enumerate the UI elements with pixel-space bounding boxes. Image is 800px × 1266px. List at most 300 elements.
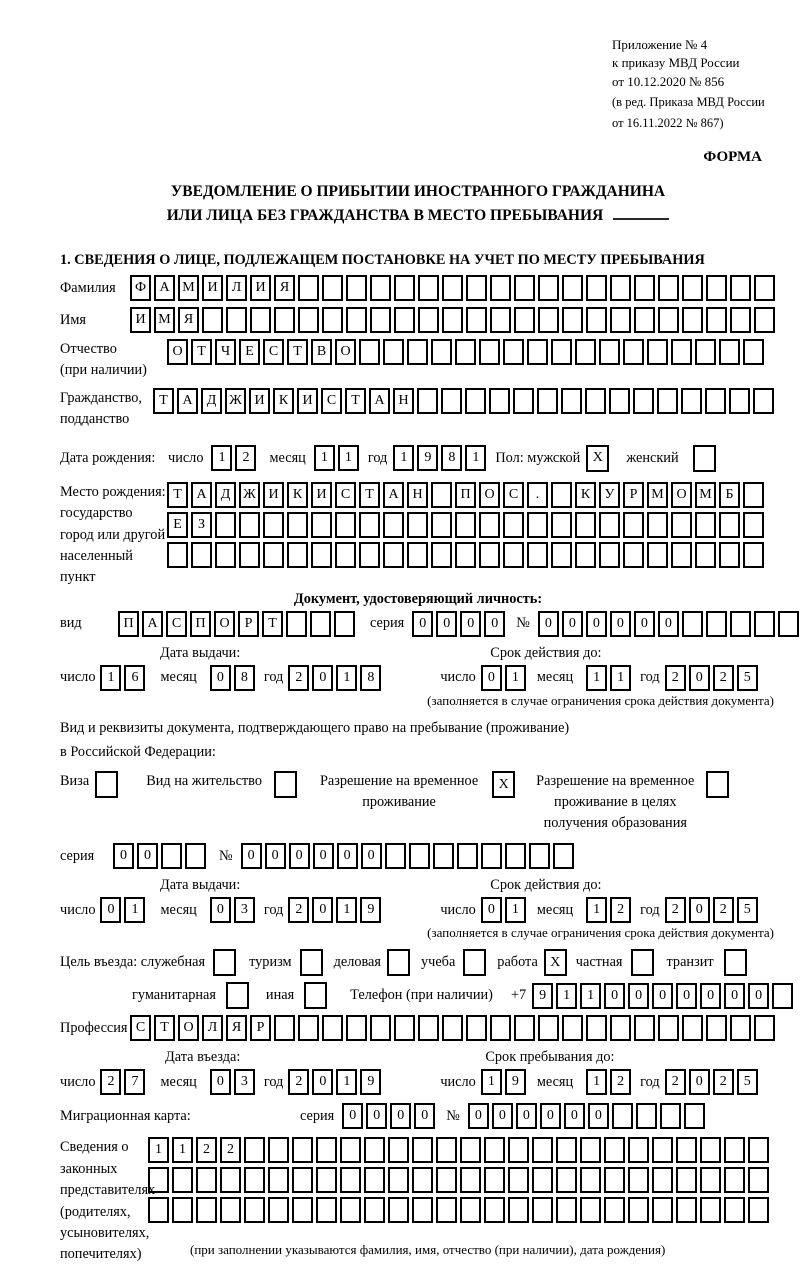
cell[interactable]: Л — [226, 275, 247, 301]
citizenship-cells[interactable] — [153, 388, 777, 414]
cell[interactable] — [383, 339, 404, 365]
cell[interactable]: 9 — [505, 1069, 526, 1095]
cell[interactable] — [250, 307, 271, 333]
cell[interactable] — [364, 1167, 385, 1193]
cell[interactable] — [310, 611, 331, 637]
cell[interactable] — [418, 307, 439, 333]
cell[interactable] — [244, 1197, 265, 1223]
cell[interactable] — [489, 388, 510, 414]
cell[interactable] — [623, 542, 644, 568]
cell[interactable] — [394, 275, 415, 301]
cell[interactable] — [778, 611, 799, 637]
cell[interactable] — [562, 275, 583, 301]
cell[interactable] — [575, 542, 596, 568]
cell[interactable] — [724, 1167, 745, 1193]
cell[interactable]: 0 — [289, 843, 310, 869]
cell[interactable] — [244, 1167, 265, 1193]
cell[interactable] — [239, 542, 260, 568]
cell[interactable] — [585, 388, 606, 414]
cell[interactable] — [604, 1167, 625, 1193]
cell[interactable] — [634, 307, 655, 333]
cell[interactable]: Л — [202, 1015, 223, 1041]
cell[interactable] — [562, 307, 583, 333]
cell[interactable] — [724, 1137, 745, 1163]
cell[interactable] — [730, 1015, 751, 1041]
cell[interactable]: 7 — [124, 1069, 145, 1095]
cell[interactable]: 1 — [465, 445, 486, 471]
cell[interactable]: 1 — [148, 1137, 169, 1163]
cell[interactable] — [239, 512, 260, 538]
cell[interactable]: 0 — [265, 843, 286, 869]
cell[interactable] — [161, 843, 182, 869]
cell[interactable] — [431, 482, 452, 508]
cell[interactable]: 1 — [556, 983, 577, 1009]
cell[interactable]: Д — [215, 482, 236, 508]
cell[interactable] — [213, 949, 236, 976]
cell[interactable] — [268, 1167, 289, 1193]
cell[interactable]: В — [311, 339, 332, 365]
cell[interactable] — [532, 1197, 553, 1223]
entry-month-cells[interactable] — [210, 1069, 258, 1095]
cell[interactable]: 2 — [713, 897, 734, 923]
cell[interactable]: 1 — [505, 665, 526, 691]
cell[interactable] — [226, 982, 249, 1009]
cell[interactable] — [167, 542, 188, 568]
cell[interactable] — [743, 542, 764, 568]
cell[interactable]: 0 — [460, 611, 481, 637]
cell[interactable] — [706, 611, 727, 637]
cell[interactable]: 1 — [393, 445, 414, 471]
cell[interactable] — [538, 275, 559, 301]
doc-issue-day-cells[interactable] — [100, 665, 148, 691]
cell[interactable] — [484, 1167, 505, 1193]
purpose-humanitarian-checkbox[interactable] — [226, 982, 252, 1009]
cell[interactable]: 1 — [211, 445, 232, 471]
cell[interactable] — [676, 1167, 697, 1193]
cell[interactable]: И — [297, 388, 318, 414]
res-issue-year-cells[interactable] — [288, 897, 384, 923]
cell[interactable] — [580, 1197, 601, 1223]
cell[interactable]: 0 — [137, 843, 158, 869]
cell[interactable] — [383, 512, 404, 538]
cell[interactable]: С — [321, 388, 342, 414]
representatives-row1[interactable] — [148, 1137, 772, 1163]
cell[interactable] — [394, 307, 415, 333]
cell[interactable]: 2 — [220, 1137, 241, 1163]
cell[interactable] — [490, 1015, 511, 1041]
cell[interactable] — [455, 339, 476, 365]
cell[interactable]: 0 — [492, 1103, 513, 1129]
cell[interactable]: 2 — [288, 665, 309, 691]
cell[interactable]: 2 — [610, 897, 631, 923]
cell[interactable]: 9 — [532, 983, 553, 1009]
cell[interactable]: 1 — [336, 1069, 357, 1095]
cell[interactable]: О — [178, 1015, 199, 1041]
mig-number-cells[interactable] — [468, 1103, 708, 1129]
cell[interactable] — [287, 542, 308, 568]
cell[interactable]: 0 — [414, 1103, 435, 1129]
cell[interactable]: 0 — [210, 897, 231, 923]
doc-exp-year-cells[interactable] — [665, 665, 761, 691]
cell[interactable] — [508, 1137, 529, 1163]
doc-type-cells[interactable] — [118, 611, 358, 637]
cell[interactable] — [628, 1137, 649, 1163]
cell[interactable] — [334, 611, 355, 637]
cell[interactable] — [335, 512, 356, 538]
cell[interactable] — [322, 1015, 343, 1041]
cell[interactable] — [244, 1137, 265, 1163]
cell[interactable] — [503, 542, 524, 568]
cell[interactable] — [604, 1137, 625, 1163]
cell[interactable] — [407, 512, 428, 538]
res-exp-day-cells[interactable] — [481, 897, 529, 923]
cell[interactable] — [700, 1197, 721, 1223]
cell[interactable] — [527, 339, 548, 365]
cell[interactable]: 0 — [481, 897, 502, 923]
cell[interactable] — [412, 1197, 433, 1223]
cell[interactable] — [322, 307, 343, 333]
cell[interactable] — [466, 1015, 487, 1041]
cell[interactable] — [586, 1015, 607, 1041]
cell[interactable] — [551, 482, 572, 508]
cell[interactable]: 1 — [505, 897, 526, 923]
cell[interactable]: 0 — [748, 983, 769, 1009]
cell[interactable]: П — [118, 611, 139, 637]
cell[interactable] — [671, 339, 692, 365]
cell[interactable]: 1 — [481, 1069, 502, 1095]
cell[interactable]: 0 — [540, 1103, 561, 1129]
cell[interactable] — [311, 512, 332, 538]
cell[interactable] — [532, 1167, 553, 1193]
res-issue-day-cells[interactable] — [100, 897, 148, 923]
birth-day-cells[interactable] — [211, 445, 259, 471]
cell[interactable] — [700, 1137, 721, 1163]
cell[interactable] — [527, 512, 548, 538]
res-series-cells[interactable] — [113, 843, 209, 869]
cell[interactable] — [743, 482, 764, 508]
cell[interactable] — [455, 512, 476, 538]
representatives-row3[interactable] — [148, 1197, 772, 1223]
cell[interactable] — [748, 1167, 769, 1193]
cell[interactable] — [604, 1197, 625, 1223]
cell[interactable]: 2 — [610, 1069, 631, 1095]
cell[interactable]: О — [335, 339, 356, 365]
cell[interactable] — [575, 339, 596, 365]
cell[interactable] — [460, 1167, 481, 1193]
cell[interactable] — [753, 388, 774, 414]
cell[interactable]: 3 — [234, 897, 255, 923]
purpose-study-checkbox[interactable] — [463, 949, 489, 976]
cell[interactable] — [505, 843, 526, 869]
cell[interactable] — [311, 542, 332, 568]
cell[interactable] — [263, 542, 284, 568]
cell[interactable]: П — [455, 482, 476, 508]
cell[interactable] — [682, 275, 703, 301]
cell[interactable]: 0 — [689, 665, 710, 691]
cell[interactable]: З — [191, 512, 212, 538]
cell[interactable]: 1 — [586, 665, 607, 691]
doc-exp-day-cells[interactable] — [481, 665, 529, 691]
cell[interactable]: 8 — [441, 445, 462, 471]
cell[interactable] — [316, 1137, 337, 1163]
cell[interactable] — [719, 542, 740, 568]
cell[interactable] — [586, 307, 607, 333]
cell[interactable] — [359, 542, 380, 568]
cell[interactable] — [412, 1167, 433, 1193]
birth-year-cells[interactable] — [393, 445, 489, 471]
cell[interactable] — [529, 843, 550, 869]
cell[interactable] — [442, 1015, 463, 1041]
cell[interactable]: 0 — [436, 611, 457, 637]
cell[interactable] — [465, 388, 486, 414]
cell[interactable]: 2 — [665, 1069, 686, 1095]
cell[interactable]: Р — [623, 482, 644, 508]
cell[interactable] — [490, 275, 511, 301]
cell[interactable] — [754, 307, 775, 333]
birth-place-row2[interactable] — [167, 512, 767, 538]
cell[interactable] — [215, 512, 236, 538]
cell[interactable]: 0 — [604, 983, 625, 1009]
cell[interactable]: И — [250, 275, 271, 301]
cell[interactable] — [191, 542, 212, 568]
cell[interactable]: Т — [262, 611, 283, 637]
cell[interactable]: С — [263, 339, 284, 365]
cell[interactable] — [561, 388, 582, 414]
cell[interactable]: Я — [226, 1015, 247, 1041]
cell[interactable]: Н — [407, 482, 428, 508]
purpose-tourism-checkbox[interactable] — [300, 949, 326, 976]
cell[interactable] — [693, 445, 716, 472]
cell[interactable]: 0 — [700, 983, 721, 1009]
cell[interactable] — [634, 275, 655, 301]
cell[interactable]: 5 — [737, 1069, 758, 1095]
cell[interactable] — [623, 339, 644, 365]
cell[interactable]: К — [287, 482, 308, 508]
cell[interactable]: 2 — [288, 1069, 309, 1095]
sex-female-checkbox[interactable] — [693, 445, 719, 472]
cell[interactable] — [508, 1197, 529, 1223]
res-exp-month-cells[interactable] — [586, 897, 634, 923]
phone-cells[interactable] — [532, 983, 796, 1009]
cell[interactable]: 0 — [658, 611, 679, 637]
cell[interactable] — [322, 275, 343, 301]
cell[interactable]: О — [167, 339, 188, 365]
cell[interactable] — [304, 982, 327, 1009]
cell[interactable]: 0 — [689, 1069, 710, 1095]
cell[interactable] — [385, 843, 406, 869]
cell[interactable] — [431, 339, 452, 365]
cell[interactable] — [513, 388, 534, 414]
cell[interactable] — [586, 275, 607, 301]
cell[interactable]: Ж — [225, 388, 246, 414]
cell[interactable] — [658, 307, 679, 333]
cell[interactable] — [514, 307, 535, 333]
cell[interactable] — [748, 1137, 769, 1163]
cell[interactable] — [479, 512, 500, 538]
cell[interactable]: 1 — [336, 897, 357, 923]
cell[interactable]: Т — [154, 1015, 175, 1041]
cell[interactable] — [418, 1015, 439, 1041]
cell[interactable] — [658, 1015, 679, 1041]
cell[interactable] — [538, 1015, 559, 1041]
cell[interactable] — [580, 1137, 601, 1163]
cell[interactable]: 0 — [366, 1103, 387, 1129]
cell[interactable] — [220, 1167, 241, 1193]
cell[interactable]: 2 — [235, 445, 256, 471]
cell[interactable] — [370, 307, 391, 333]
cell[interactable] — [418, 275, 439, 301]
cell[interactable]: Д — [201, 388, 222, 414]
edu-permit-checkbox[interactable] — [706, 771, 732, 798]
cell[interactable]: 0 — [100, 897, 121, 923]
cell[interactable]: 1 — [338, 445, 359, 471]
cell[interactable]: 0 — [312, 897, 333, 923]
cell[interactable] — [196, 1167, 217, 1193]
cell[interactable] — [442, 307, 463, 333]
cell[interactable]: 0 — [113, 843, 134, 869]
cell[interactable]: Я — [178, 307, 199, 333]
cell[interactable] — [364, 1137, 385, 1163]
cell[interactable]: Ж — [239, 482, 260, 508]
cell[interactable]: А — [142, 611, 163, 637]
cell[interactable] — [436, 1167, 457, 1193]
cell[interactable] — [527, 542, 548, 568]
cell[interactable]: Т — [153, 388, 174, 414]
cell[interactable] — [575, 512, 596, 538]
cell[interactable]: П — [190, 611, 211, 637]
cell[interactable]: 1 — [586, 1069, 607, 1095]
cell[interactable] — [431, 512, 452, 538]
cell[interactable] — [553, 843, 574, 869]
cell[interactable]: 0 — [210, 665, 231, 691]
cell[interactable] — [364, 1197, 385, 1223]
cell[interactable] — [346, 307, 367, 333]
cell[interactable] — [551, 339, 572, 365]
cell[interactable] — [370, 275, 391, 301]
cell[interactable] — [671, 512, 692, 538]
purpose-official-checkbox[interactable] — [213, 949, 239, 976]
profession-cells[interactable] — [130, 1015, 778, 1041]
cell[interactable] — [479, 542, 500, 568]
cell[interactable]: 0 — [724, 983, 745, 1009]
cell[interactable] — [599, 339, 620, 365]
cell[interactable] — [514, 275, 535, 301]
cell[interactable] — [268, 1137, 289, 1163]
cell[interactable]: К — [273, 388, 294, 414]
cell[interactable] — [556, 1137, 577, 1163]
cell[interactable]: 0 — [361, 843, 382, 869]
cell[interactable] — [274, 1015, 295, 1041]
cell[interactable]: Я — [274, 275, 295, 301]
cell[interactable] — [292, 1167, 313, 1193]
cell[interactable] — [706, 771, 729, 798]
res-issue-month-cells[interactable] — [210, 897, 258, 923]
cell[interactable]: О — [671, 482, 692, 508]
cell[interactable]: Т — [167, 482, 188, 508]
cell[interactable] — [676, 1137, 697, 1163]
cell[interactable] — [268, 1197, 289, 1223]
cell[interactable]: 5 — [737, 897, 758, 923]
cell[interactable]: 1 — [172, 1137, 193, 1163]
cell[interactable]: 0 — [241, 843, 262, 869]
cell[interactable]: И — [311, 482, 332, 508]
cell[interactable]: Р — [238, 611, 259, 637]
cell[interactable] — [730, 307, 751, 333]
cell[interactable] — [466, 275, 487, 301]
cell[interactable]: 0 — [484, 611, 505, 637]
cell[interactable]: Н — [393, 388, 414, 414]
cell[interactable]: Б — [719, 482, 740, 508]
cell[interactable] — [772, 983, 793, 1009]
cell[interactable] — [610, 1015, 631, 1041]
cell[interactable]: И — [202, 275, 223, 301]
cell[interactable] — [754, 611, 775, 637]
cell[interactable] — [706, 307, 727, 333]
cell[interactable] — [754, 275, 775, 301]
cell[interactable] — [359, 339, 380, 365]
cell[interactable]: 1 — [314, 445, 335, 471]
doc-issue-month-cells[interactable] — [210, 665, 258, 691]
cell[interactable]: Т — [345, 388, 366, 414]
cell[interactable]: 0 — [390, 1103, 411, 1129]
cell[interactable]: И — [249, 388, 270, 414]
cell[interactable] — [628, 1167, 649, 1193]
cell[interactable]: 0 — [516, 1103, 537, 1129]
cell[interactable] — [658, 275, 679, 301]
cell[interactable]: Е — [167, 512, 188, 538]
cell[interactable] — [631, 949, 654, 976]
cell[interactable]: 2 — [100, 1069, 121, 1095]
cell[interactable]: 9 — [360, 1069, 381, 1095]
cell[interactable]: С — [503, 482, 524, 508]
cell[interactable]: М — [695, 482, 716, 508]
cell[interactable] — [460, 1137, 481, 1163]
doc-series-cells[interactable] — [412, 611, 508, 637]
cell[interactable] — [274, 307, 295, 333]
cell[interactable] — [647, 542, 668, 568]
cell[interactable] — [724, 1197, 745, 1223]
cell[interactable]: 0 — [634, 611, 655, 637]
cell[interactable] — [388, 1197, 409, 1223]
cell[interactable] — [298, 307, 319, 333]
cell[interactable] — [647, 339, 668, 365]
cell[interactable]: 0 — [562, 611, 583, 637]
cell[interactable]: С — [335, 482, 356, 508]
cell[interactable] — [412, 1137, 433, 1163]
cell[interactable] — [551, 512, 572, 538]
cell[interactable]: 0 — [481, 665, 502, 691]
cell[interactable]: А — [177, 388, 198, 414]
cell[interactable]: 1 — [586, 897, 607, 923]
cell[interactable]: 0 — [210, 1069, 231, 1095]
cell[interactable] — [394, 1015, 415, 1041]
cell[interactable] — [609, 388, 630, 414]
cell[interactable]: О — [479, 482, 500, 508]
cell[interactable]: X — [492, 771, 515, 798]
cell[interactable] — [556, 1167, 577, 1193]
surname-cells[interactable] — [130, 275, 778, 301]
cell[interactable] — [682, 1015, 703, 1041]
cell[interactable] — [436, 1137, 457, 1163]
representatives-row2[interactable] — [148, 1167, 772, 1193]
cell[interactable]: О — [214, 611, 235, 637]
stay-year-cells[interactable] — [665, 1069, 761, 1095]
cell[interactable]: Ф — [130, 275, 151, 301]
cell[interactable] — [300, 949, 323, 976]
cell[interactable]: 9 — [360, 897, 381, 923]
cell[interactable] — [346, 275, 367, 301]
cell[interactable] — [463, 949, 486, 976]
